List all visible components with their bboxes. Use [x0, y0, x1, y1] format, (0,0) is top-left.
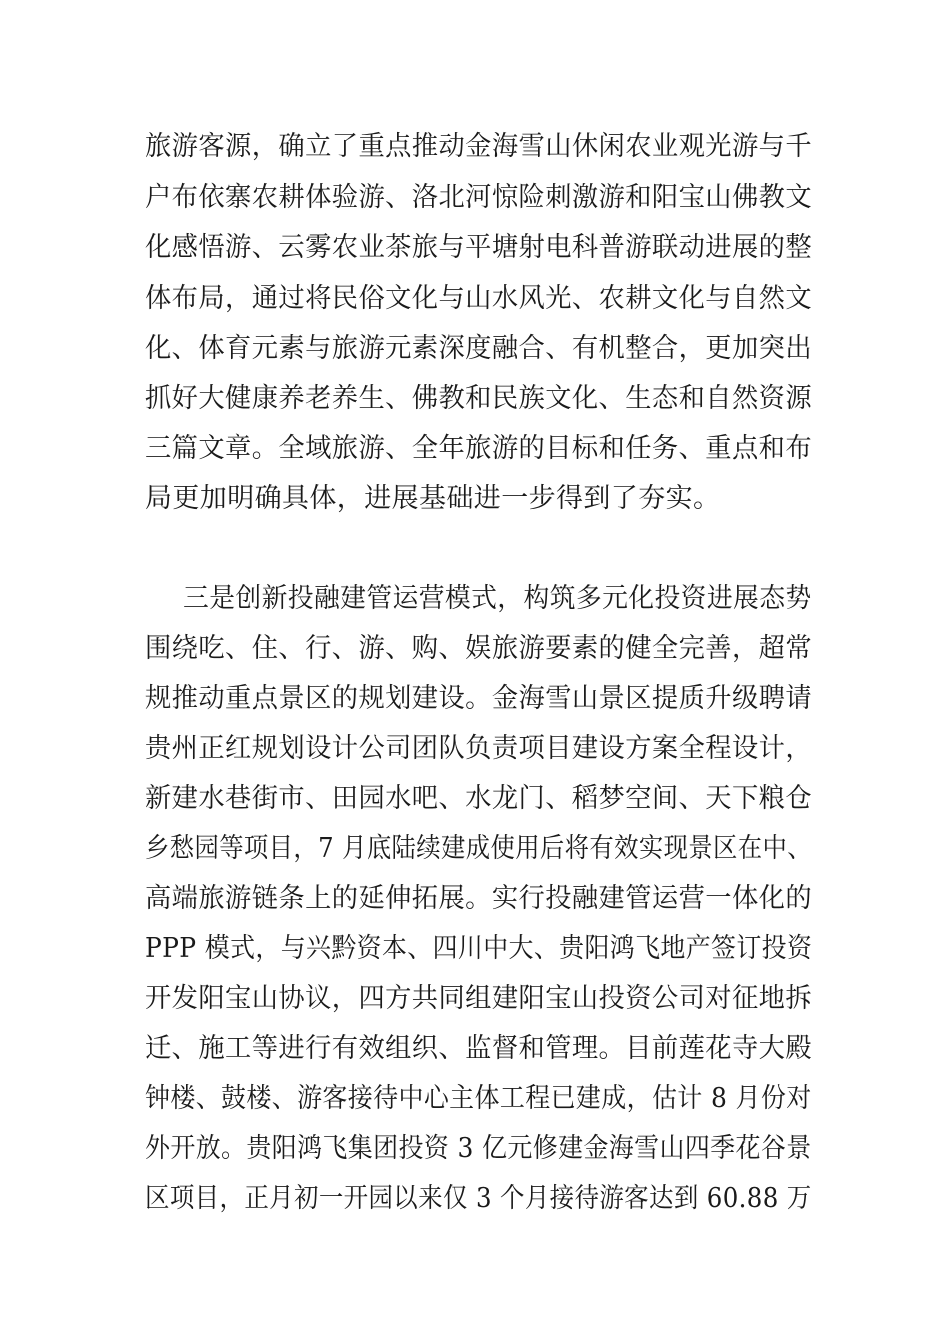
paragraph-1-line-8: 局更加明确具体，进展基础进一步得到了夯实。 [145, 483, 721, 514]
paragraph-2-line-3: 规推动重点景区的规划建设。金海雪山景区提质升级聘请 [145, 683, 812, 714]
paragraph-2-line-8: PPP 模式，与兴黔资本、四川中大、贵阳鸿飞地产签订投资 [145, 933, 813, 964]
paragraph-1-line-4: 体布局，通过将民俗文化与山水风光、农耕文化与自然文 [145, 283, 812, 314]
paragraph-2-line-4: 贵州正红规划设计公司团队负责项目建设方案全程设计， [145, 733, 812, 764]
paragraph-1-line-6: 抓好大健康养老养生、佛教和民族文化、生态和自然资源 [145, 383, 812, 414]
paragraph-2-line-5: 新建水巷街市、田园水吧、水龙门、稻梦空间、天下粮仓 [145, 783, 812, 814]
paragraph-2-line-1: 三是创新投融建管运营模式，构筑多元化投资进展态势 [183, 583, 812, 614]
paragraph-1-line-5: 化、体育元素与旅游元素深度融合、有机整合，更加突出 [145, 333, 812, 364]
paragraph-2-line-12: 外开放。贵阳鸿飞集团投资 3 亿元修建金海雪山四季花谷景 [145, 1133, 812, 1164]
paragraph-1-line-1: 旅游客源，确立了重点推动金海雪山休闲农业观光游与千 [145, 131, 812, 162]
paragraph-2-line-2: 围绕吃、住、行、游、购、娱旅游要素的健全完善，超常 [145, 633, 812, 664]
paragraph-1-line-7: 三篇文章。全域旅游、全年旅游的目标和任务、重点和布 [145, 433, 812, 464]
paragraph-2-line-6: 乡愁园等项目，7 月底陆续建成使用后将有效实现景区在中、 [145, 833, 812, 864]
paragraph-2-line-11: 钟楼、鼓楼、游客接待中心主体工程已建成，估计 8 月份对 [145, 1083, 812, 1114]
paragraph-2-line-10: 迁、施工等进行有效组织、监督和管理。目前莲花寺大殿 [145, 1033, 812, 1064]
paragraph-2-line-7: 高端旅游链条上的延伸拓展。实行投融建管运营一体化的 [145, 883, 812, 914]
paragraph-2-line-9: 开发阳宝山协议，四方共同组建阳宝山投资公司对征地拆 [145, 983, 812, 1014]
paragraph-1-line-3: 化感悟游、云雾农业茶旅与平塘射电科普游联动进展的整 [145, 232, 812, 263]
paragraph-2-line-13: 区项目，正月初一开园以来仅 3 个月接待游客达到 60.88 万 [145, 1183, 812, 1214]
paragraph-1-line-2: 户布依寨农耕体验游、洛北河惊险刺激游和阳宝山佛教文 [145, 182, 812, 213]
